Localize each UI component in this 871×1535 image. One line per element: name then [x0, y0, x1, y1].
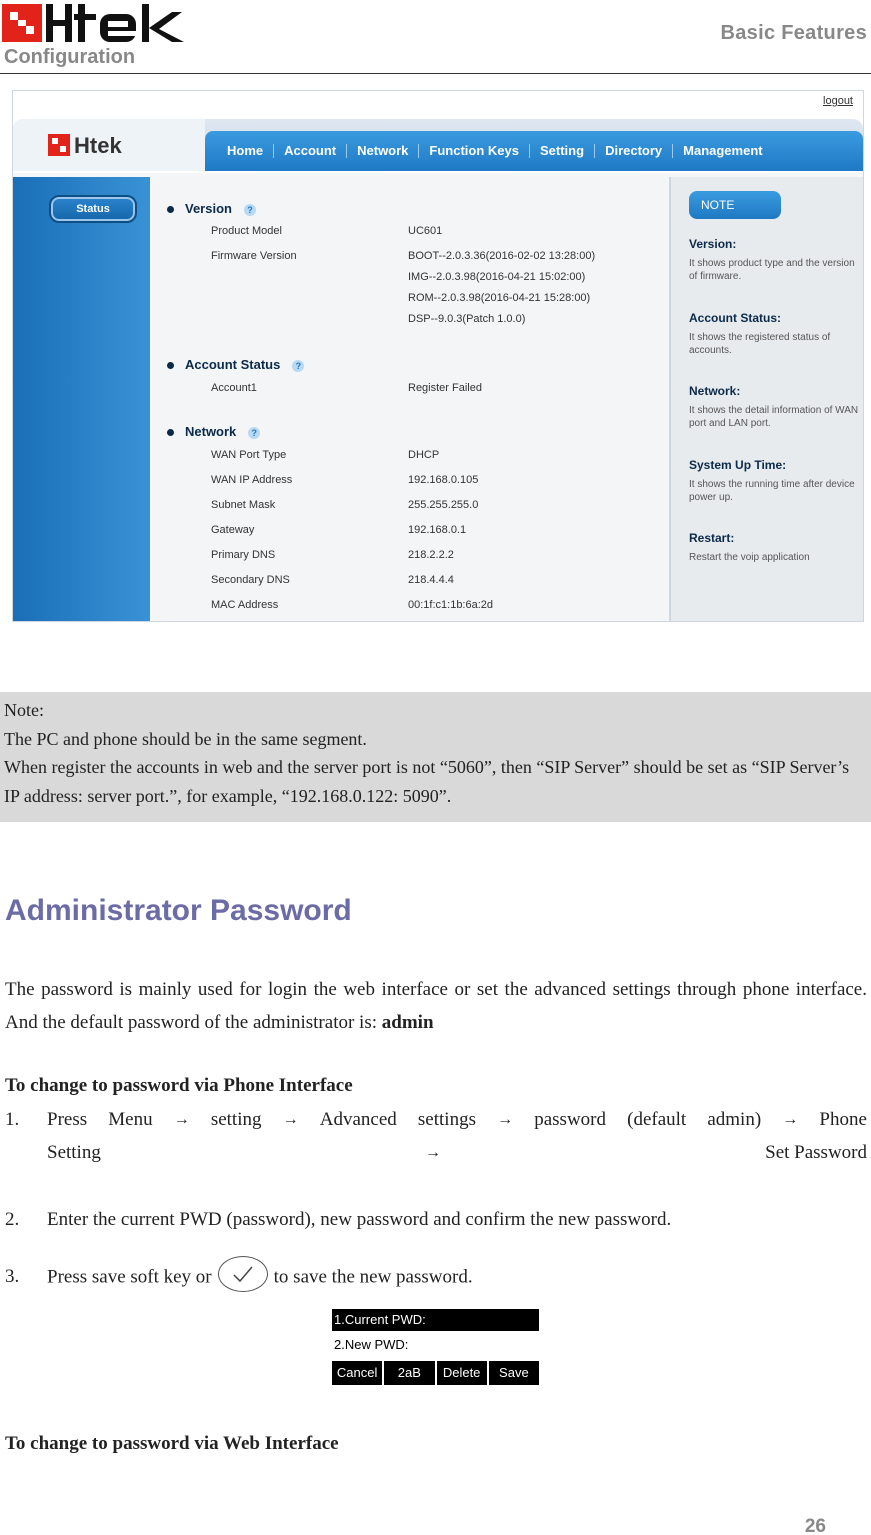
step-word: settings — [417, 1109, 476, 1130]
subnet-mask-value: 255.255.255.0 — [408, 499, 479, 511]
product-model-value: UC601 — [408, 225, 443, 237]
arrow-icon: → — [497, 1111, 514, 1128]
web-navbar — [13, 119, 863, 171]
phone-lcd-screenshot — [332, 1309, 539, 1385]
step-number: 3. — [5, 1266, 20, 1287]
note-text: Restart the voip application — [689, 552, 810, 563]
web-sidebar — [13, 177, 150, 622]
step-number: 2. — [5, 1209, 20, 1230]
arrow-icon: → — [782, 1111, 799, 1128]
firmware-version-label: Firmware Version — [211, 250, 297, 262]
note-text: It shows the registered status of accounts. — [689, 332, 831, 356]
wan-port-type-value: DHCP — [408, 449, 440, 461]
note-text: It shows product type and the version of firmware. — [689, 258, 855, 282]
step-word: password — [534, 1109, 606, 1130]
step-2 — [5, 1203, 867, 1236]
note-line-1: The PC and phone should be in the same segment. — [4, 728, 367, 749]
step-word: Press — [47, 1109, 88, 1130]
step-word: Set Password — [765, 1142, 867, 1163]
firmware-img-value: IMG--2.0.3.98(2016-04-21 15:02:00) — [408, 271, 586, 283]
account1-value: Register Failed — [408, 382, 482, 394]
note-heading: Account Status: — [689, 311, 782, 325]
step-word: admin) — [707, 1109, 762, 1130]
web-main-nav — [205, 131, 863, 171]
logout-link[interactable]: logout — [823, 95, 853, 107]
svg-text:Htek: Htek — [74, 133, 122, 158]
help-icon[interactable]: ? — [248, 427, 260, 439]
softkey-2ab[interactable]: 2aB — [384, 1361, 434, 1385]
step-3-text — [47, 1260, 867, 1296]
firmware-boot-value: BOOT--2.0.3.36(2016-02-02 13:28:00) — [408, 250, 596, 262]
web-logo — [13, 119, 205, 171]
nav-home[interactable]: Home — [217, 144, 274, 158]
gateway-label: Gateway — [211, 524, 255, 536]
note-panel — [669, 177, 863, 622]
firmware-dsp-value: DSP--9.0.3(Patch 1.0.0) — [408, 313, 526, 325]
header-chapter-title: Configuration — [4, 46, 136, 68]
step-3 — [5, 1260, 867, 1296]
phone-interface-heading: To change to password via Phone Interface — [5, 1075, 353, 1096]
step-1-line-2 — [47, 1136, 867, 1169]
wan-ip-value: 192.168.0.105 — [408, 474, 479, 486]
subnet-mask-label: Subnet Mask — [211, 499, 276, 511]
note-box — [0, 692, 871, 822]
nav-setting[interactable]: Setting — [530, 144, 595, 158]
network-section-title: Network ? — [185, 424, 260, 439]
arrow-icon: → — [424, 1144, 441, 1161]
lcd-current-pwd: 1.Current PWD: — [332, 1309, 539, 1331]
mac-address-value: 00:1f:c1:1b:6a:2d — [408, 599, 494, 611]
arrow-icon: → — [173, 1111, 190, 1128]
secondary-dns-label: Secondary DNS — [211, 574, 290, 586]
sidebar-item-status[interactable]: Status — [49, 195, 137, 223]
help-icon[interactable]: ? — [292, 360, 304, 372]
ok-checkmark-icon — [218, 1256, 268, 1292]
web-status-screenshot — [12, 90, 864, 622]
header-section-title: Basic Features — [720, 22, 867, 44]
step-number: 1. — [5, 1109, 20, 1130]
help-icon[interactable]: ? — [244, 204, 256, 216]
mac-address-label: MAC Address — [211, 599, 279, 611]
web-top-bar — [13, 91, 863, 173]
step-1-line-1 — [47, 1103, 867, 1136]
lcd-softkeys — [332, 1361, 539, 1385]
account-status-section-title: Account Status ? — [185, 357, 304, 372]
note-heading: Network: — [689, 384, 741, 398]
wan-port-type-label: WAN Port Type — [211, 449, 287, 461]
softkey-cancel[interactable]: Cancel — [332, 1361, 382, 1385]
note-text: It shows the detail information of WAN port and LAN port. — [689, 405, 859, 429]
nav-network[interactable]: Network — [347, 144, 419, 158]
status-content — [153, 177, 667, 622]
version-section-title: Version ? — [185, 201, 256, 216]
softkey-save[interactable]: Save — [489, 1361, 539, 1385]
product-model-label: Product Model — [211, 225, 282, 237]
arrow-icon: → — [282, 1111, 299, 1128]
htek-logo — [2, 2, 192, 44]
step-word: Setting — [47, 1142, 101, 1163]
nav-management[interactable]: Management — [683, 143, 763, 158]
note-heading: System Up Time: — [689, 458, 787, 472]
wan-ip-label: WAN IP Address — [211, 474, 293, 486]
nav-directory[interactable]: Directory — [595, 144, 673, 158]
step-word: Phone — [819, 1109, 867, 1130]
account1-label: Account1 — [211, 382, 257, 394]
step-word: Menu — [108, 1109, 153, 1130]
step-3-after: to save the new password. — [273, 1266, 473, 1288]
note-heading: Restart: — [689, 531, 735, 545]
note-text: It shows the running time after device power up. — [689, 479, 855, 503]
page-number: 26 — [804, 1516, 826, 1535]
note-heading: Version: — [689, 237, 737, 251]
intro-paragraph — [5, 973, 867, 1039]
note-title: Note: — [4, 700, 44, 720]
note-tab: NOTE — [689, 191, 781, 219]
lcd-new-pwd: 2.New PWD: — [334, 1337, 409, 1352]
step-1 — [5, 1103, 867, 1169]
section-heading: Administrator Password — [5, 894, 352, 927]
primary-dns-label: Primary DNS — [211, 549, 276, 561]
default-password: admin — [381, 1012, 434, 1033]
softkey-delete[interactable]: Delete — [437, 1361, 487, 1385]
note-line-2: When register the accounts in web and the server port is not “5060”, then “SIP Server” should be set as “SIP Server’s IP address: server port.”, for example, “192.168.0.122: 5090”. — [4, 757, 850, 806]
secondary-dns-value: 218.4.4.4 — [408, 574, 454, 586]
step-word: (default — [627, 1109, 687, 1130]
step-word: setting — [210, 1109, 262, 1130]
step-2-text: Enter the current PWD (password), new password and confirm the new password. — [47, 1209, 672, 1230]
firmware-rom-value: ROM--2.0.3.98(2016-04-21 15:28:00) — [408, 292, 591, 304]
intro-text: The password is mainly used for login the web interface or set the advanced settings through phone interface. And the default password of the administrator is: — [5, 979, 867, 1033]
step-3-before: Press save soft key or — [47, 1266, 212, 1288]
header-divider — [0, 73, 871, 74]
primary-dns-value: 218.2.2.2 — [408, 549, 454, 561]
web-interface-heading: To change to password via Web Interface — [5, 1433, 339, 1454]
nav-account[interactable]: Account — [274, 144, 347, 158]
nav-function-keys[interactable]: Function Keys — [419, 144, 530, 158]
step-word: Advanced — [319, 1109, 397, 1130]
gateway-value: 192.168.0.1 — [408, 524, 467, 536]
